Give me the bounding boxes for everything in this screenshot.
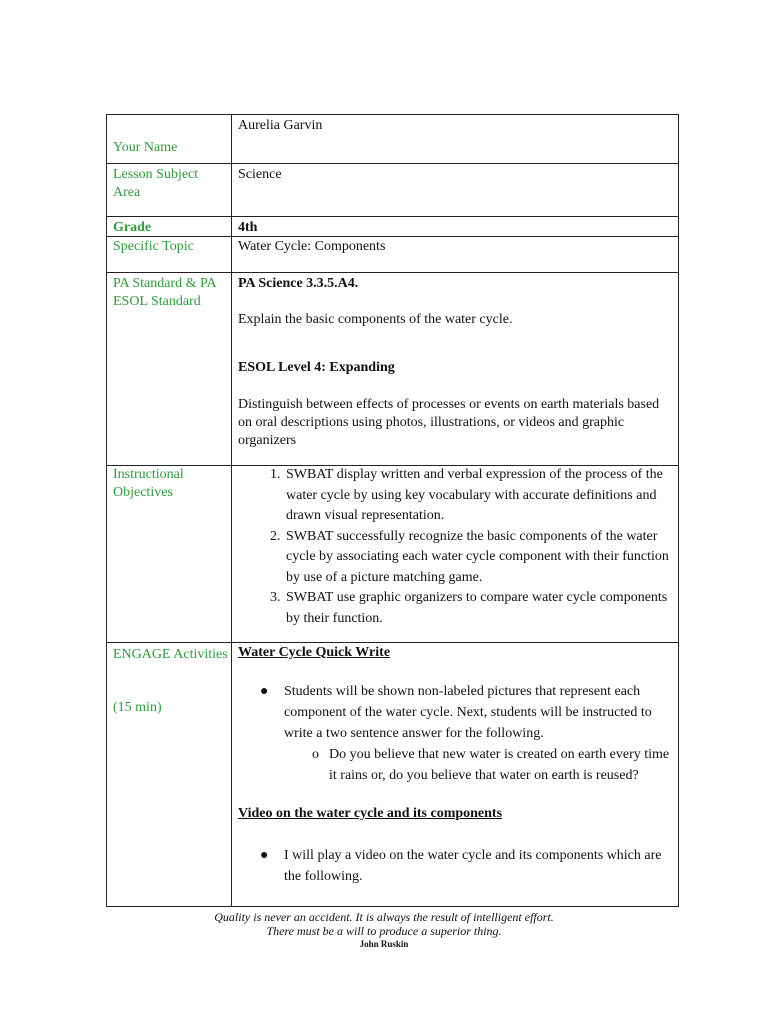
- objectives-list: [234, 465, 676, 629]
- objective-item: 2. SWBAT successfully recognize the basic components of the water cycle by associating each water cycle component with their function by use of a picture matching game.: [284, 527, 676, 589]
- value-specific-topic: Water Cycle: Components: [238, 239, 386, 254]
- footer-author: John Ruskin: [359, 939, 409, 949]
- quick-write-list: [238, 681, 676, 786]
- label-grade: Grade: [113, 220, 152, 235]
- lesson-plan-table: [106, 114, 679, 907]
- label-instructional-objectives: Instructional Objectives: [113, 467, 184, 500]
- video-bullet-text: I will play a video on the water cycle and its components which are the following.: [284, 848, 662, 884]
- esol-heading: ESOL Level 4: Expanding: [238, 360, 395, 375]
- row-standards: [107, 273, 678, 466]
- row-specific-topic: [107, 237, 678, 273]
- engage-time: (15 min): [113, 700, 162, 715]
- list-item: [312, 744, 676, 786]
- video-heading: Video on the water cycle and its components: [238, 806, 503, 821]
- engage-content: [238, 644, 676, 887]
- list-item: [260, 681, 676, 786]
- row-engage-activities: [107, 643, 678, 906]
- objectives-content: [234, 465, 676, 629]
- value-grade: 4th: [238, 220, 258, 235]
- quick-write-heading: Water Cycle Quick Write: [238, 645, 391, 660]
- objective-item: 3. SWBAT use graphic organizers to compare water cycle components by their function.: [284, 588, 676, 629]
- objective-item: 1. SWBAT display written and verbal expression of the process of the water cycle by using key vocabulary with accurate definitions and drawn visual representation.: [284, 465, 676, 527]
- label-standards: PA Standard & PA ESOL Standard: [113, 276, 216, 309]
- value-your-name: Aurelia Garvin: [238, 118, 323, 133]
- row-grade: [107, 217, 678, 237]
- quick-write-question: Do you believe that new water is created on earth every time it rains or, do you believe that water on earth is reused?: [329, 747, 670, 783]
- video-list: [238, 845, 676, 887]
- pa-science-heading: PA Science 3.3.5.A4.: [238, 276, 359, 291]
- quick-write-bullet-text: Students will be shown non-labeled pictures that represent each component of the water cycle. Next, students will be instructed to write a two sentence answer for the following.: [284, 684, 652, 741]
- page-footer: [0, 910, 768, 950]
- label-specific-topic: Specific Topic: [113, 239, 194, 254]
- footer-quote-line1: Quality is never an accident. It is always the result of intelligent effort.: [214, 910, 554, 924]
- quick-write-sublist: [284, 744, 676, 786]
- value-subject-area: Science: [238, 167, 282, 182]
- bullet-icon: ●: [260, 848, 269, 863]
- standards-content: [238, 275, 674, 450]
- row-subject-area: [107, 164, 678, 217]
- circle-bullet-icon: o: [312, 747, 319, 762]
- row-instructional-objectives: [107, 466, 678, 643]
- list-item: [260, 845, 676, 887]
- bullet-icon: ●: [260, 684, 269, 699]
- label-engage: ENGAGE Activities: [113, 647, 228, 662]
- row-your-name: [107, 115, 678, 164]
- esol-text: Distinguish between effects of processes or events on earth materials based on oral descriptions using photos, illustrations, or videos and graphic organizers: [238, 397, 660, 448]
- footer-quote-line2: There must be a will to produce a superior thing.: [266, 924, 502, 938]
- pa-science-text: Explain the basic components of the water cycle.: [238, 312, 513, 327]
- label-your-name: Your Name: [113, 140, 178, 155]
- label-subject-area: Lesson Subject Area: [113, 167, 199, 200]
